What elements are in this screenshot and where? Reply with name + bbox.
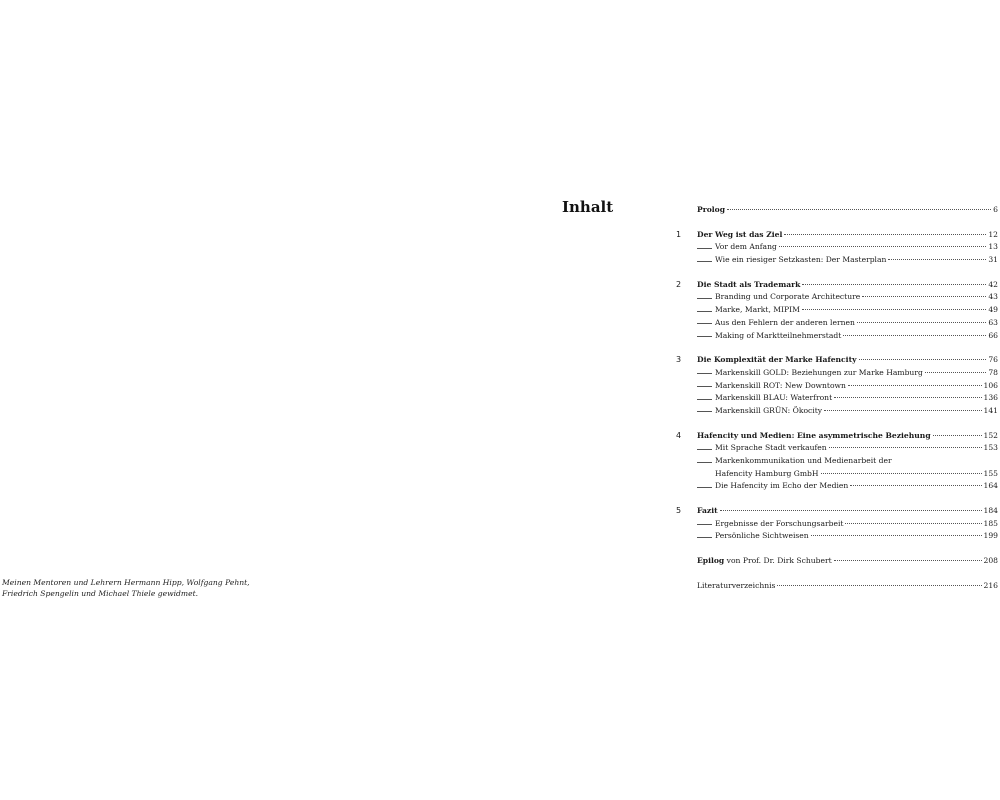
dot-leader [933,435,982,436]
section-title: Markenskill GRÜN: Ökocity [715,405,823,415]
section-title: Die Hafencity im Echo der Medien [715,481,849,491]
section-page: 43 [988,292,998,302]
section-dash [697,399,712,400]
dot-leader [720,510,982,511]
toc-entry-prolog[interactable] [676,204,998,217]
section-dash [697,537,712,538]
toc-entry-bibliography[interactable] [676,580,998,593]
section-page: 136 [983,393,998,403]
section-title: Branding und Corporate Architecture [715,292,861,302]
section-page: 106 [983,380,998,390]
toc-chapter-3[interactable] [676,354,998,367]
section-title: Aus den Fehlern der anderen lernen [715,317,855,327]
toc-entry-page: 216 [983,580,998,590]
section-dash [697,411,712,412]
dot-leader [802,309,986,310]
dot-leader [857,322,986,323]
section-page: 78 [988,367,998,377]
dot-leader [834,560,982,561]
toc-entry-epilog[interactable] [676,555,998,568]
toc-section[interactable] [676,392,998,405]
section-page: 185 [983,518,998,528]
dot-leader [848,385,982,386]
dot-leader [925,372,987,373]
section-page: 141 [983,405,998,415]
toc-entry-title: Literaturverzeichnis [697,580,776,590]
toc-section[interactable] [676,480,998,493]
toc-entry-page: 208 [983,556,998,566]
toc-section-wrapped[interactable] [676,455,998,468]
section-title: Wie ein riesiger Setzkasten: Der Masterplan [715,255,887,265]
chapter-number: 2 [676,279,682,289]
section-dash [697,524,712,525]
dedication [2,577,250,599]
table-of-contents [676,204,998,593]
toc-heading: Inhalt [562,198,614,216]
section-title: Persönliche Sichtweisen [715,531,809,541]
toc-chapter-5[interactable] [676,505,998,518]
dot-leader [784,234,986,235]
section-page: 155 [983,468,998,478]
section-dash [697,261,712,262]
section-title: Vor dem Anfang [715,242,777,252]
chapter-number: 1 [676,229,682,239]
chapter-number: 3 [676,355,682,365]
section-page: 66 [988,330,998,340]
toc-chapter-2[interactable] [676,279,998,292]
dot-leader [845,523,981,524]
section-title: Markenskill GOLD: Beziehungen zur Marke Hamburg [715,367,923,377]
toc-entry-title: Epilog [697,556,725,566]
dot-leader [824,410,981,411]
section-title: Marke, Markt, MIPIM [715,305,800,315]
section-dash [697,298,712,299]
chapter-title: Fazit [697,506,718,516]
toc-section[interactable] [676,330,998,343]
dot-leader [821,473,982,474]
section-dash [697,487,712,488]
toc-section[interactable] [676,241,998,254]
dedication-line-1: Meinen Mentoren und Lehrern Hermann Hipp, Wolfgang Pehnt, [2,578,250,587]
section-dash [697,373,712,374]
section-title-line-1: Markenkommunikation und Medienarbeit der [715,456,892,465]
chapter-title: Hafencity und Medien: Eine asymmetrische Beziehung [697,430,931,440]
toc-section[interactable] [676,291,998,304]
chapter-number: 4 [676,430,682,440]
toc-section[interactable] [676,304,998,317]
toc-section[interactable] [676,380,998,393]
section-title: Ergebnisse der Forschungsarbeit [715,518,844,528]
toc-entry-subtitle: von Prof. Dr. Dirk Schubert [724,556,832,566]
chapter-title: Die Stadt als Trademark [697,279,801,289]
dot-leader [834,397,981,398]
section-page: 164 [983,481,998,491]
section-page: 49 [988,305,998,315]
section-dash [697,336,712,337]
dot-leader [779,246,986,247]
section-title: Markenskill ROT: New Downtown [715,380,846,390]
section-title: Mit Sprache Stadt verkaufen [715,443,827,453]
dot-leader [777,585,981,586]
chapter-page: 76 [988,355,998,365]
toc-entry-page: 6 [993,205,998,214]
section-dash [697,386,712,387]
chapter-title: Die Komplexität der Marke Hafencity [697,355,857,365]
section-title: Making of Marktteilnehmerstadt [715,330,842,340]
section-dash [697,248,712,249]
toc-chapter-1[interactable] [676,229,998,242]
dot-leader [802,284,986,285]
dot-leader [843,335,986,336]
toc-section[interactable] [676,405,998,418]
toc-section[interactable] [676,367,998,380]
section-dash [697,462,712,463]
section-dash [697,449,712,450]
chapter-page: 42 [988,279,998,289]
dot-leader [829,447,982,448]
dot-leader [888,259,986,260]
toc-section[interactable] [676,468,998,481]
chapter-page: 152 [983,430,998,440]
toc-section[interactable] [676,317,998,330]
section-title: Markenskill BLAU: Waterfront [715,393,833,403]
toc-entry-title: Prolog [697,205,726,214]
chapter-title: Der Weg ist das Ziel [697,229,783,239]
section-dash [697,311,712,312]
toc-section[interactable] [676,442,998,455]
section-page: 153 [983,443,998,453]
section-page: 199 [983,531,998,541]
chapter-number: 5 [676,506,682,516]
section-title-line-2: Hafencity Hamburg GmbH [715,468,819,478]
section-page: 13 [988,242,998,252]
dot-leader [859,359,987,360]
chapter-page: 12 [988,229,998,239]
section-dash [697,323,712,324]
chapter-page: 184 [983,506,998,516]
dot-leader [862,296,986,297]
dot-leader [727,209,991,210]
dedication-line-2: Friedrich Spengelin und Michael Thiele gewidmet. [2,589,199,598]
dot-leader [811,535,982,536]
section-page: 63 [988,317,998,327]
section-page: 31 [988,255,998,265]
dot-leader [850,485,981,486]
toc-section[interactable] [676,530,998,543]
toc-section[interactable] [676,254,998,267]
toc-section[interactable] [676,518,998,531]
toc-chapter-4[interactable] [676,430,998,443]
